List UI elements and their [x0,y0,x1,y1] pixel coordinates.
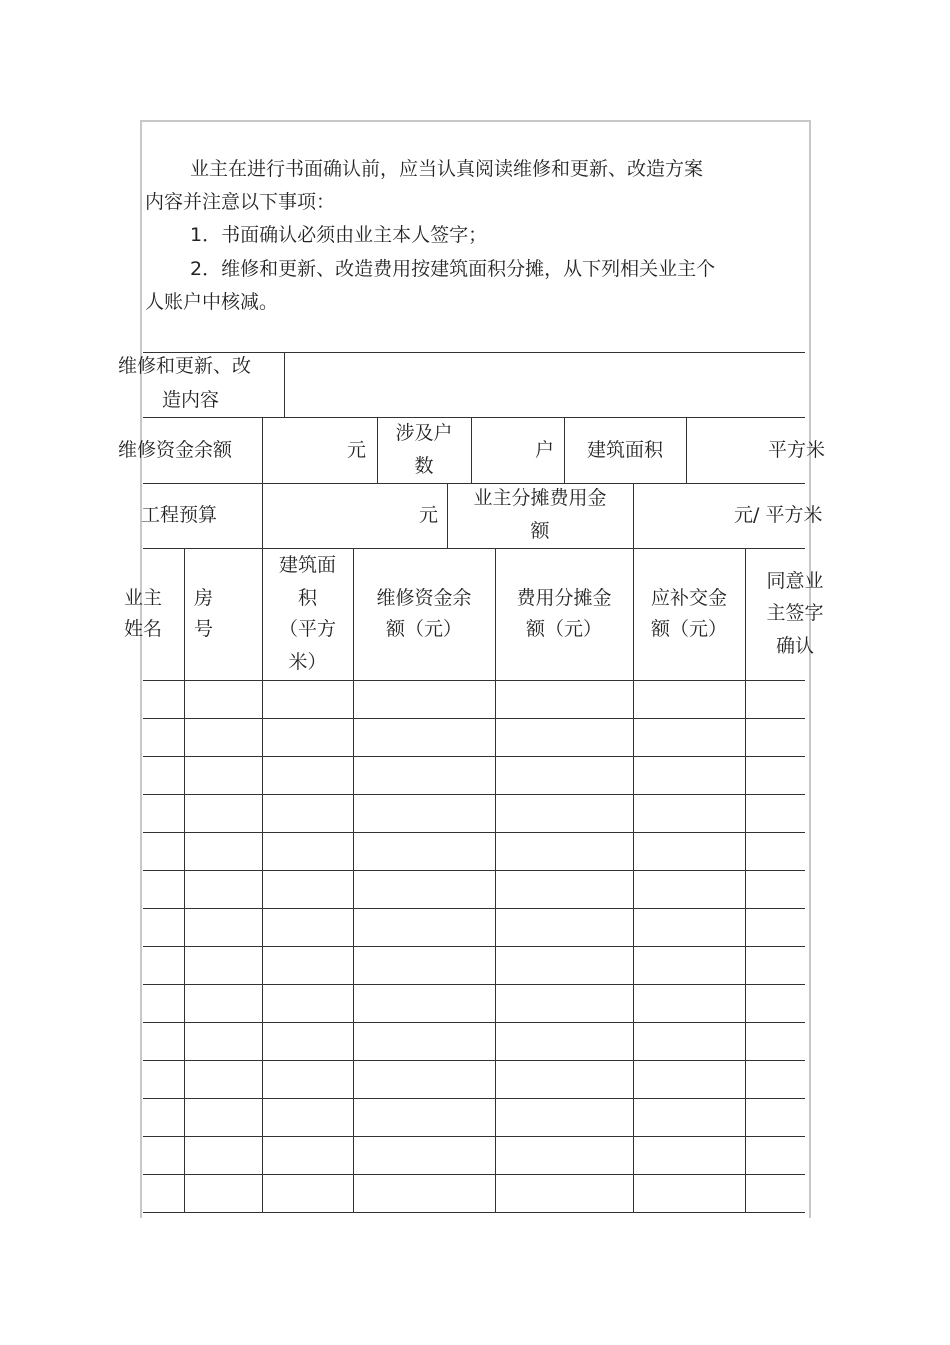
table-column-line [633,548,634,1212]
header-balance-2: 额（元） [385,618,462,640]
table-row-line [143,794,805,795]
header-consent-2: 主签字 [766,602,824,624]
table-row-line [143,832,805,833]
header-share-2: 额（元） [525,618,602,640]
share-label-line-1: 业主分摊费用金 [473,487,607,509]
table-column-line [184,548,185,1212]
table-row-line [143,946,805,947]
table-row-line [143,1212,805,1213]
header-area-2: 积 [297,587,317,609]
area-unit: 平方米 [768,439,826,461]
budget-unit: 元 [418,504,438,526]
notice-item-1: 1．书面确认必须由业主本人签字； [190,224,488,246]
header-supplement-2: 额（元） [650,618,727,640]
table-row-line [143,1136,805,1137]
header-supplement-1: 应补交金 [650,587,727,609]
household-unit: 户 [534,439,554,461]
notice-line-1: 业主在进行书面确认前，应当认真阅读维修和更新、改造方案 [190,158,704,180]
rule-line [262,483,263,548]
households-label-line-2: 数 [414,455,434,477]
area-label: 建筑面积 [586,439,663,461]
content-label-line-1: 维修和更新、改 [118,355,252,377]
rule-line [633,483,634,548]
table-row-line [143,1174,805,1175]
header-room-1: 房 [194,587,214,609]
share-unit: 元/ 平方米 [734,504,823,526]
rule-line [284,352,285,417]
table-row-line [143,1098,805,1099]
table-row-line [143,1060,805,1061]
rule-line [143,548,805,549]
header-owner-name-2: 姓名 [123,618,162,640]
notice-item-2-line-2: 人账户中核减。 [145,291,279,313]
table-row-line [143,870,805,871]
header-balance-1: 维修资金余 [376,587,472,609]
header-room-2: 号 [194,618,214,640]
share-label-line-2: 额 [530,520,550,542]
header-consent-3: 确认 [775,635,814,657]
rule-line [143,417,805,418]
rule-line [143,680,805,681]
table-row-line [143,1022,805,1023]
table-column-line [353,548,354,1212]
header-area-4: 米） [288,651,327,673]
rule-line [262,417,263,483]
content-label-line-2: 造内容 [162,389,220,411]
notice-line-2: 内容并注意以下事项： [145,191,336,213]
header-owner-name-1: 业主 [123,587,162,609]
fund-balance-label: 维修资金余额 [118,439,233,461]
rule-line [686,417,687,483]
header-consent-1: 同意业 [766,570,824,592]
households-label-line-1: 涉及户 [395,422,453,444]
header-area-1: 建筑面 [278,554,336,576]
header-share-1: 费用分摊金 [516,587,612,609]
budget-label: 工程预算 [141,504,218,526]
notice-item-2-line-1: 2．维修和更新、改造费用按建筑面积分摊，从下列相关业主个 [190,258,716,280]
fund-balance-unit: 元 [346,439,366,461]
table-row-line [143,908,805,909]
table-row-line [143,984,805,985]
table-row-line [143,756,805,757]
table-row-line [143,718,805,719]
rule-line [471,417,472,483]
header-area-3: （平方 [278,618,336,640]
table-column-line [495,548,496,1212]
